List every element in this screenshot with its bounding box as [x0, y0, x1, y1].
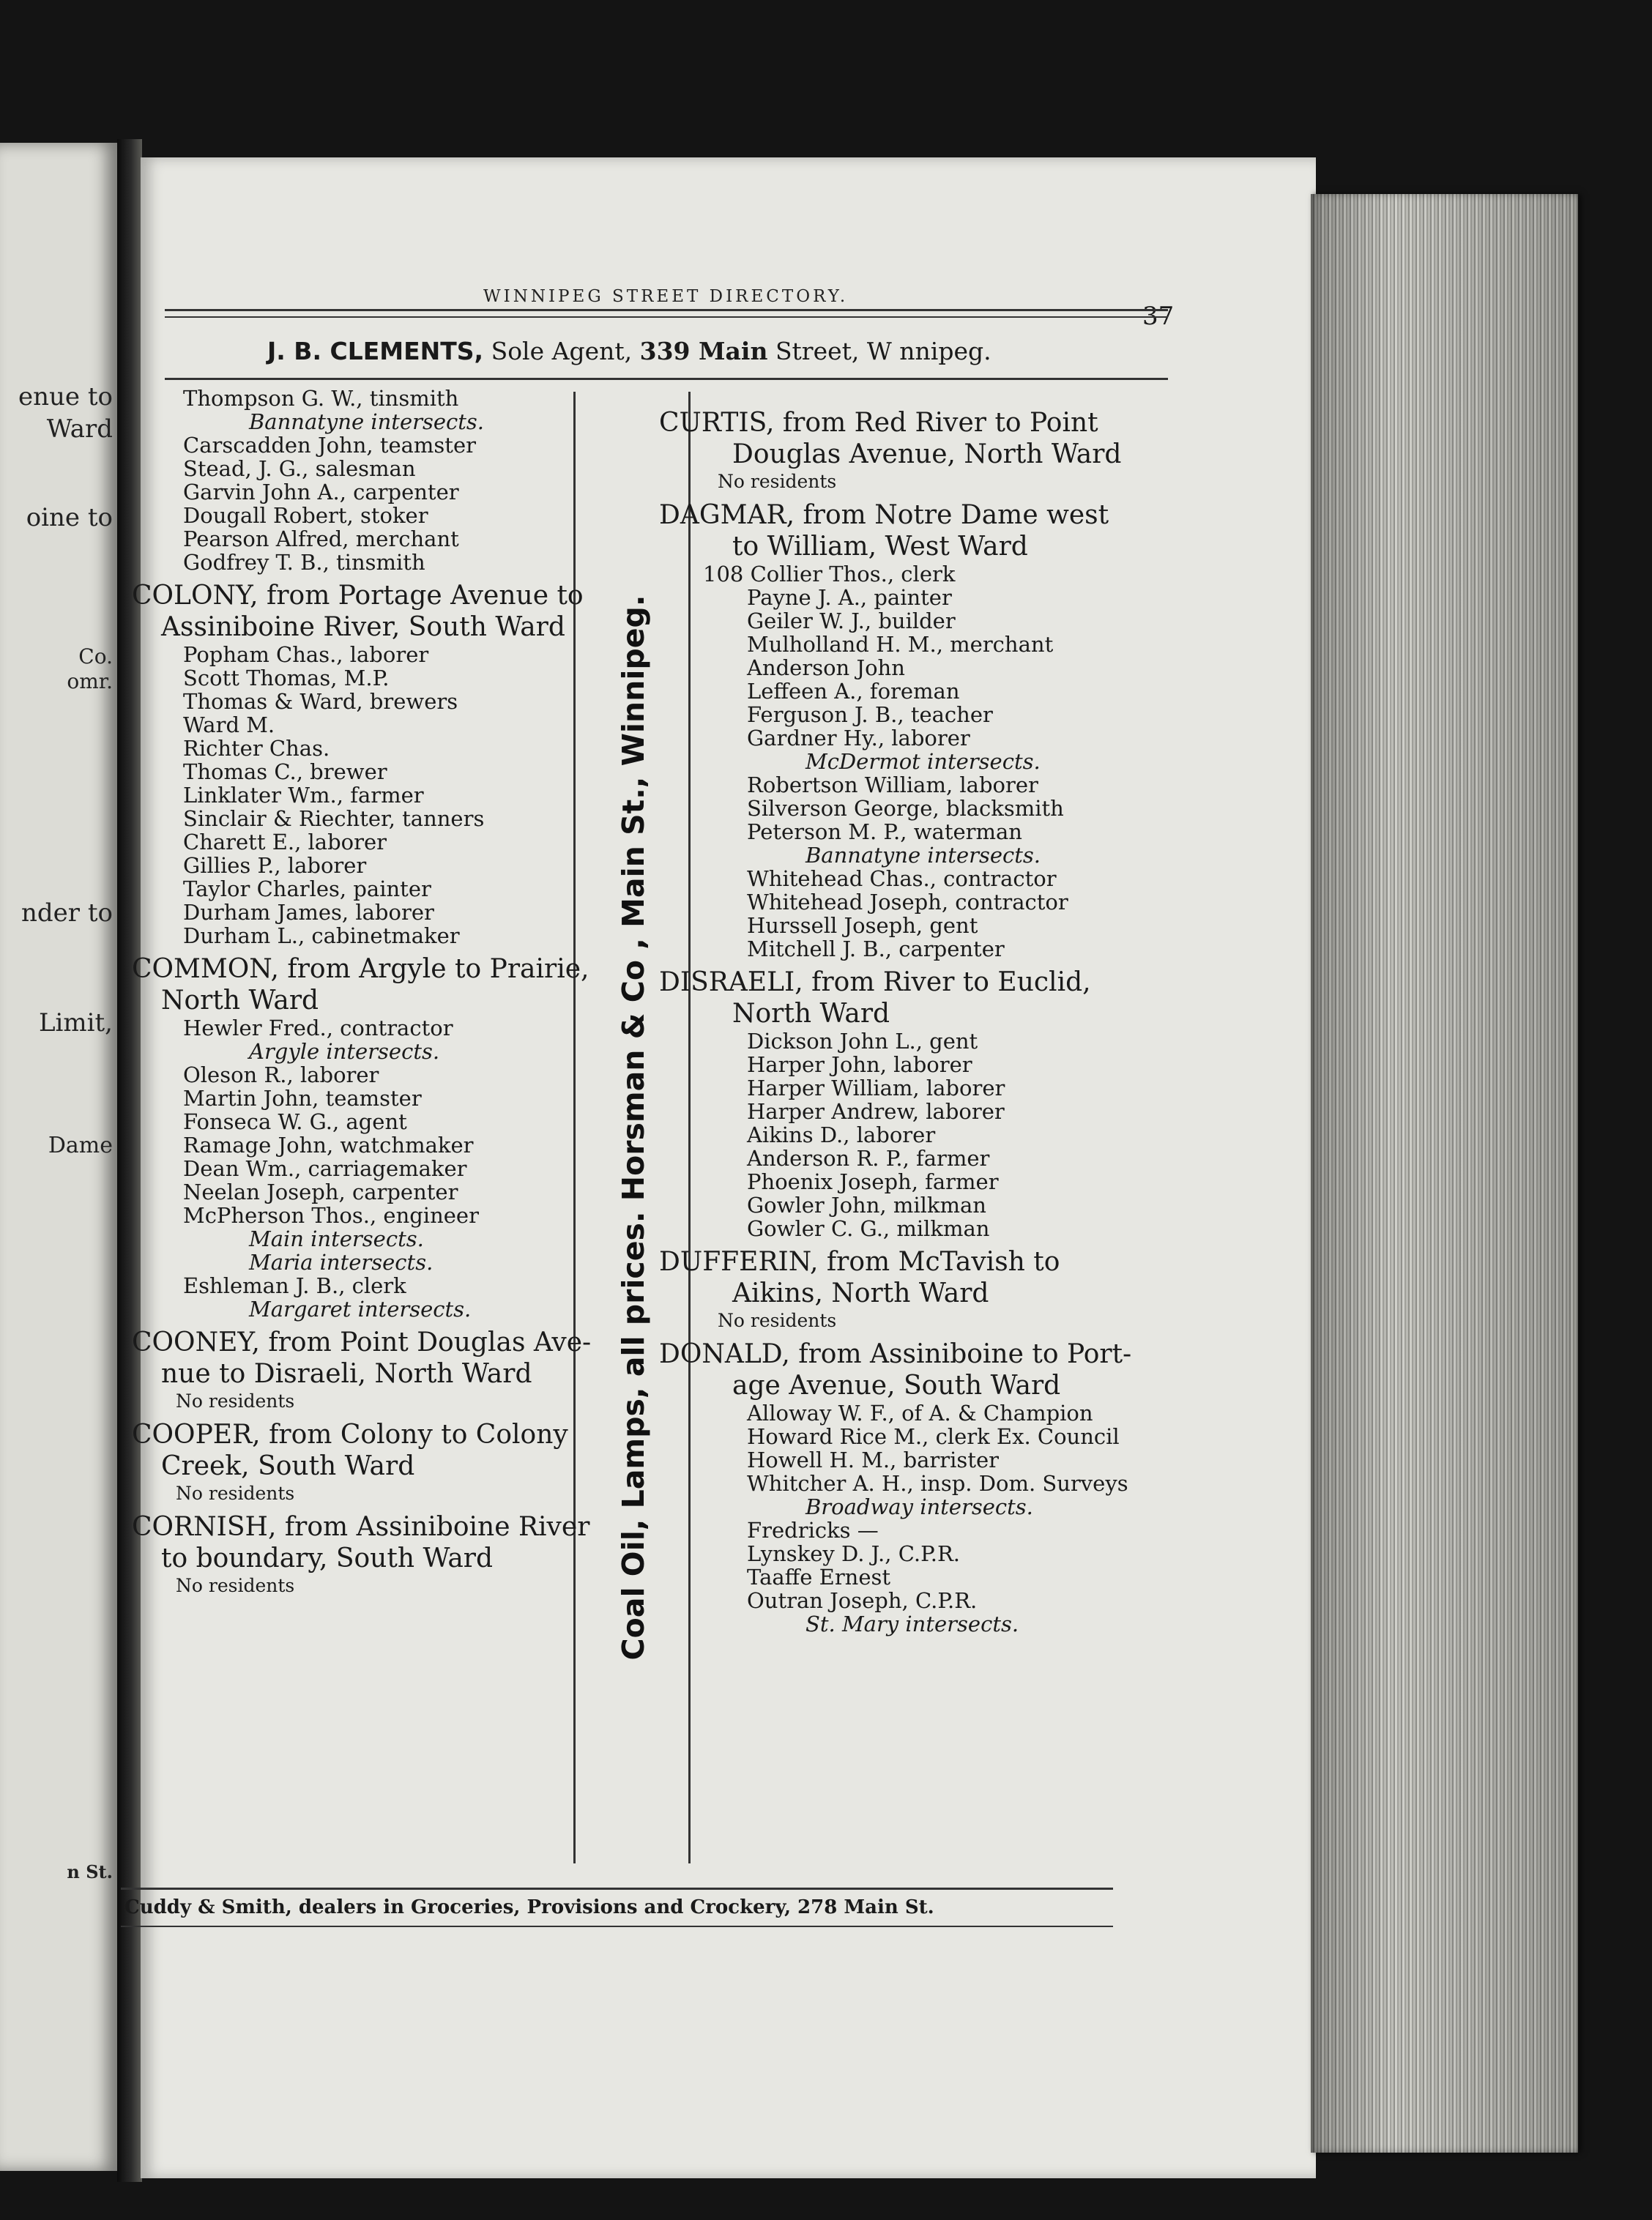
street-heading: COOPER, from Colony to Colony	[132, 1420, 568, 1450]
resident-entry: Pearson Alfred, merchant	[183, 526, 459, 551]
street-heading-continued: to boundary, South Ward	[161, 1543, 494, 1573]
left-page-fragment: Dame	[48, 1133, 113, 1158]
resident-entry: Harper William, laborer	[747, 1076, 1005, 1100]
resident-entry: Alloway W. F., of A. & Champion	[747, 1401, 1093, 1426]
resident-entry: Whitehead Joseph, contractor	[747, 890, 1068, 915]
no-residents-note: No residents	[718, 471, 837, 492]
street-heading: COMMON, from Argyle to Prairie,	[132, 954, 589, 984]
street-heading: DONALD, from Assiniboine to Port-	[659, 1339, 1132, 1369]
street-heading-continued: Douglas Avenue, North Ward	[732, 439, 1122, 469]
intersection-note: Argyle intersects.	[249, 1039, 440, 1064]
resident-entry: Durham James, laborer	[183, 900, 434, 925]
street-heading: COLONY, from Portage Avenue to	[132, 581, 584, 611]
footer-rule	[121, 1888, 1113, 1890]
resident-entry: Richter Chas.	[183, 736, 330, 761]
left-facing-page	[0, 143, 117, 2171]
no-residents-note: No residents	[718, 1310, 837, 1331]
resident-entry: Godfrey T. B., tinsmith	[183, 550, 425, 575]
intersection-note: Bannatyne intersects.	[249, 409, 485, 434]
resident-entry: Hurssell Joseph, gent	[747, 913, 978, 938]
intersection-note: McDermot intersects.	[805, 749, 1041, 774]
street-heading: CORNISH, from Assiniboine River	[132, 1512, 590, 1542]
resident-entry: Carscadden John, teamster	[183, 433, 476, 458]
no-residents-note: No residents	[176, 1575, 295, 1596]
resident-entry: Dean Wm., carriagemaker	[183, 1156, 467, 1181]
left-page-fragment: n St.	[67, 1861, 113, 1882]
resident-entry: Whitcher A. H., insp. Dom. Surveys	[747, 1471, 1128, 1496]
resident-entry: Scott Thomas, M.P.	[183, 666, 390, 690]
resident-entry: Gillies P., laborer	[183, 853, 367, 878]
street-heading: DAGMAR, from Notre Dame west	[659, 500, 1109, 530]
left-page-fragment: omr.	[67, 669, 113, 693]
resident-entry: Taaffe Ernest	[747, 1565, 891, 1590]
right-column	[659, 401, 1186, 1636]
street-heading: DUFFERIN, from McTavish to	[659, 1247, 1060, 1277]
advert-rule	[165, 378, 1168, 380]
intersection-note: St. Mary intersects.	[805, 1612, 1019, 1636]
resident-entry: Hewler Fred., contractor	[183, 1016, 453, 1040]
intersection-note: Broadway intersects.	[805, 1494, 1033, 1519]
resident-entry: Sinclair & Riechter, tanners	[183, 806, 485, 831]
street-heading-continued: nue to Disraeli, North Ward	[161, 1359, 532, 1389]
resident-entry: Gardner Hy., laborer	[747, 726, 970, 750]
header-rule	[165, 309, 1168, 311]
left-page-fragment: Co.	[78, 644, 113, 668]
top-advertisement: J. B. CLEMENTS, Sole Agent, 339 Main Street, W nnipeg.	[267, 337, 991, 365]
resident-entry: Ward M.	[183, 712, 275, 737]
resident-entry: Ramage John, watchmaker	[183, 1133, 474, 1158]
intersection-note: Main intersects.	[249, 1226, 424, 1251]
resident-entry: Silverson George, blacksmith	[747, 796, 1064, 821]
resident-entry: Durham L., cabinetmaker	[183, 923, 460, 948]
resident-entry: Thomas C., brewer	[183, 759, 387, 784]
resident-entry: Geiler W. J., builder	[747, 608, 956, 633]
resident-entry: Gowler C. G., milkman	[747, 1216, 990, 1241]
intersection-note: Margaret intersects.	[249, 1297, 472, 1322]
no-residents-note: No residents	[176, 1483, 295, 1504]
no-residents-note: No residents	[176, 1390, 295, 1412]
resident-entry: Harper Andrew, laborer	[747, 1099, 1005, 1124]
left-page-fragment: oine to	[26, 503, 113, 532]
resident-entry: Oleson R., laborer	[183, 1062, 379, 1087]
street-heading: CURTIS, from Red River to Point	[659, 408, 1098, 438]
footer-advertisement: Cuddy & Smith, dealers in Groceries, Provisions and Crockery, 278 Main St.	[124, 1896, 934, 1918]
advert-name: J. B. CLEMENTS,	[267, 337, 484, 365]
resident-entry: Dougall Robert, stoker	[183, 503, 428, 528]
resident-entry: Linklater Wm., farmer	[183, 783, 424, 808]
running-head: WINNIPEG STREET DIRECTORY.	[483, 287, 849, 306]
street-heading-continued: to William, West Ward	[732, 532, 1028, 562]
resident-entry: Robertson William, laborer	[747, 772, 1038, 797]
resident-entry: Taylor Charles, painter	[183, 876, 431, 901]
resident-entry: Anderson R. P., farmer	[747, 1146, 990, 1171]
resident-entry: Howard Rice M., clerk Ex. Council	[747, 1424, 1120, 1449]
left-page-fragment: enue to	[18, 382, 113, 411]
resident-entry: McPherson Thos., engineer	[183, 1203, 479, 1228]
resident-entry: Outran Joseph, C.P.R.	[747, 1588, 978, 1613]
resident-entry: Whitehead Chas., contractor	[747, 866, 1057, 891]
intersection-note: Bannatyne intersects.	[805, 843, 1041, 868]
street-heading-continued: Assiniboine River, South Ward	[161, 612, 565, 642]
intersection-note: Maria intersects.	[249, 1250, 434, 1275]
resident-entry: Martin John, teamster	[183, 1086, 422, 1111]
resident-entry: Anderson John	[747, 655, 905, 680]
resident-entry: Harper John, laborer	[747, 1052, 972, 1077]
resident-entry: Leffeen A., foreman	[747, 679, 960, 704]
street-heading-continued: age Avenue, South Ward	[732, 1371, 1061, 1401]
resident-entry: Phoenix Joseph, farmer	[747, 1169, 999, 1194]
street-heading: COONEY, from Point Douglas Ave-	[132, 1327, 592, 1357]
resident-entry: Thomas & Ward, brewers	[183, 689, 458, 714]
resident-entry: Aikins D., laborer	[747, 1122, 936, 1147]
resident-entry: Garvin John A., carpenter	[183, 480, 459, 504]
resident-entry: Thompson G. W., tinsmith	[183, 386, 459, 411]
resident-entry: Mulholland H. M., merchant	[747, 632, 1054, 657]
street-heading-continued: Creek, South Ward	[161, 1451, 415, 1481]
resident-entry: Fonseca W. G., agent	[183, 1109, 407, 1134]
resident-entry: Eshleman J. B., clerk	[183, 1273, 406, 1298]
resident-entry: Howell H. M., barrister	[747, 1448, 999, 1472]
resident-entry: 108 Collier Thos., clerk	[703, 562, 956, 586]
resident-entry: Lynskey D. J., C.P.R.	[747, 1541, 960, 1566]
resident-entry: Peterson M. P., waterman	[747, 819, 1022, 844]
resident-entry: Stead, J. G., salesman	[183, 456, 416, 481]
resident-entry: Dickson John L., gent	[747, 1029, 978, 1054]
resident-entry: Neelan Joseph, carpenter	[183, 1180, 458, 1204]
resident-entry: Charett E., laborer	[183, 830, 387, 854]
left-page-fragment: Ward	[46, 414, 113, 444]
vertical-advertisement: Coal Oil, Lamps, all prices. Horsman & Co , Main St., Winnipeg.	[616, 595, 651, 1661]
left-column	[132, 386, 592, 1598]
page-number: 37	[1142, 302, 1175, 331]
resident-entry: Gowler John, milkman	[747, 1193, 986, 1218]
street-heading-continued: North Ward	[161, 986, 319, 1016]
resident-entry: Fredricks —	[747, 1518, 879, 1543]
street-heading-continued: Aikins, North Ward	[732, 1278, 989, 1308]
resident-entry: Payne J. A., painter	[747, 585, 952, 610]
left-page-fragment: nder to	[21, 898, 113, 928]
left-page-fragment: Limit,	[38, 1008, 113, 1038]
street-heading-continued: North Ward	[732, 999, 890, 1029]
resident-entry: Popham Chas., laborer	[183, 642, 429, 667]
street-heading: DISRAELI, from River to Euclid,	[659, 967, 1091, 997]
resident-entry: Mitchell J. B., carpenter	[747, 936, 1005, 961]
resident-entry: Ferguson J. B., teacher	[747, 702, 993, 727]
